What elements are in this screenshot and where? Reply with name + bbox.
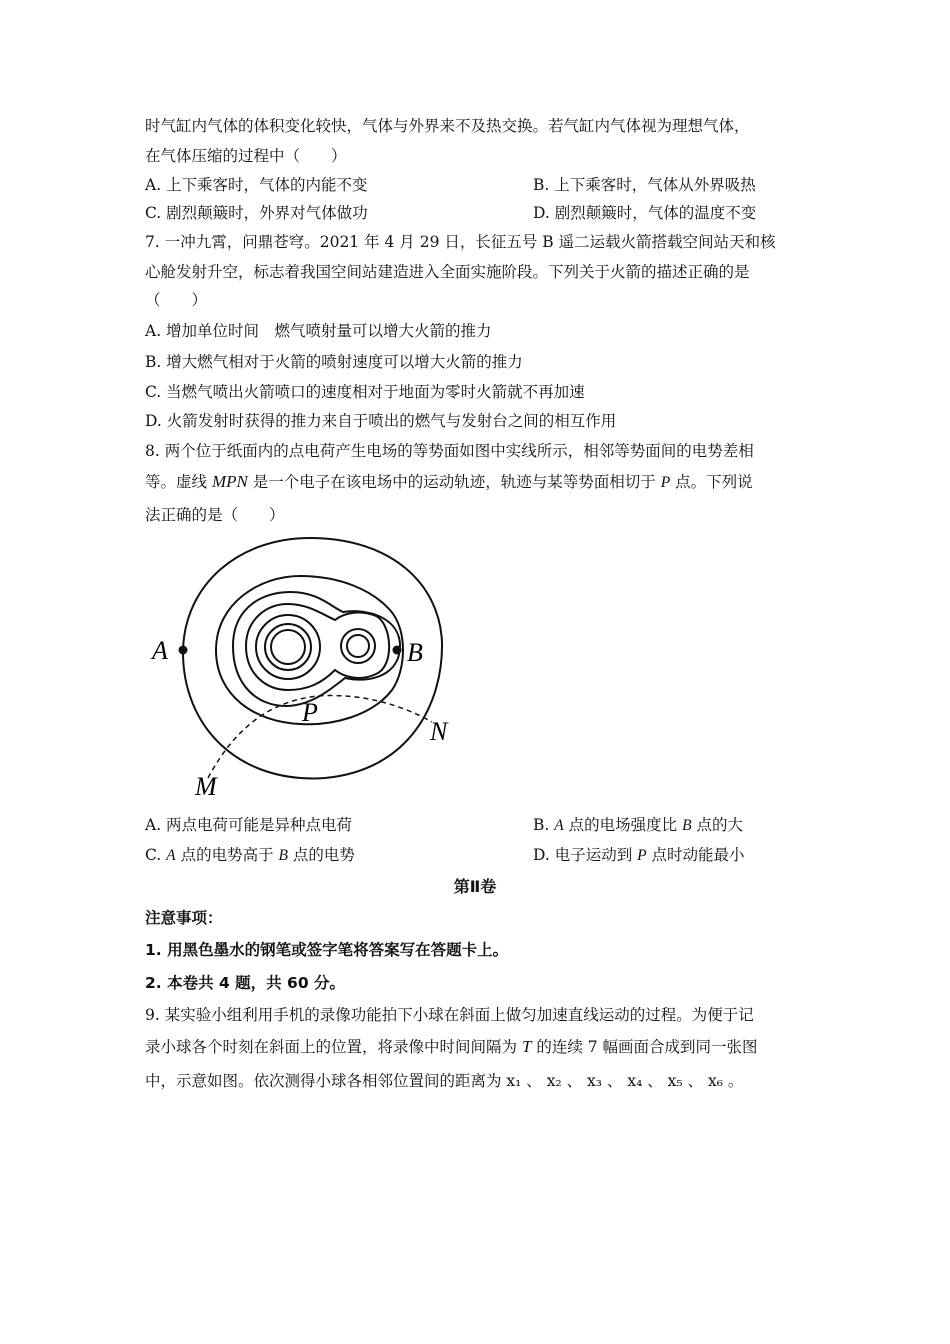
q8-stem-line2 [145, 472, 753, 493]
q6-option-a: A. 上下乘客时，气体的内能不变 [145, 176, 368, 194]
equipotential-ring-1 [246, 604, 389, 690]
q8-option-d-symbol: P [637, 847, 647, 864]
q7-stem-line3: （ ） [145, 291, 208, 309]
label-b: B [407, 638, 423, 667]
q9-stem-text: 的连续 7 幅画面合成到同一张图 [531, 1038, 758, 1056]
q8-option-d-text: 点时动能最小 [646, 846, 745, 864]
q8-option-d [533, 845, 745, 866]
q9-stem-text: 录小球各个时刻在斜面上的位置，将录像中时间间隔为 [145, 1038, 522, 1056]
q8-stem-line3: 法正确的是（ ） [145, 506, 285, 524]
label-n: N [430, 717, 448, 746]
part2-rule-2: 2. 本卷共 4 题，共 60 分。 [145, 974, 346, 992]
q7-option-b: B. 增大燃气相对于火箭的喷射速度可以增大火箭的推力 [145, 353, 523, 371]
q8-option-c-symbol: B [278, 847, 288, 864]
q9-symbol-t: T [521, 1037, 532, 1056]
q8-stem-text: 等。虚线 [145, 473, 212, 491]
q8-stem-text: 是一个电子在该电场中的运动轨迹，轨迹与某等势面相切于 [247, 473, 661, 491]
q9-stem-line1: 9. 某实验小组利用手机的录像功能拍下小球在斜面上做匀加速直线运动的过程。为便于记 [145, 1006, 754, 1024]
q8-option-b-symbol: B [682, 817, 692, 834]
q7-option-c: C. 当燃气喷出火箭喷口的速度相对于地面为零时火箭就不再加速 [145, 383, 585, 401]
label-m: M [195, 772, 217, 801]
equipotential-figure [140, 528, 480, 808]
q8-option-c-symbol: A [166, 847, 176, 864]
q8-symbol-p: P [660, 474, 671, 491]
part2-rule-1: 1. 用黑色墨水的钢笔或签字笔将答案写在答题卡上。 [145, 941, 509, 959]
label-p: P [302, 698, 318, 727]
q8-option-b-text: B. [533, 816, 555, 834]
q6-option-d: D. 剧烈颠簸时，气体的温度不变 [533, 204, 757, 222]
q7-stem-line2: 心舱发射升空，标志着我国空间站建造进入全面实施阶段。下列关于火箭的描述正确的是 [145, 263, 750, 281]
q8-option-b-text: 点的大 [691, 816, 743, 834]
q8-stem-line1: 8. 两个位于纸面内的点电荷产生电场的等势面如图中实线所示，相邻等势面间的电势差相 [145, 442, 754, 460]
electron-trajectory-mpn [208, 696, 432, 778]
point-a-dot [179, 646, 188, 655]
q6-option-c: C. 剧烈颠簸时，外界对气体做功 [145, 204, 368, 222]
q8-option-c-text: C. [145, 846, 167, 864]
charge-right-inner-circle [347, 635, 369, 657]
label-a: A [152, 636, 168, 665]
q8-option-c-text: 点的电势 [287, 846, 355, 864]
part2-notice-heading: 注意事项： [145, 909, 223, 927]
q8-option-b [533, 815, 743, 836]
q6-option-b: B. 上下乘客时，气体从外界吸热 [533, 176, 756, 194]
q7-option-a: A. 增加单位时间 燃气喷射量可以增大火箭的推力 [145, 322, 492, 340]
q6-continuation-line1: 时气缸内气体的体积变化较快，气体与外界来不及热交换。若气缸内气体视为理想气体， [145, 117, 750, 135]
q6-continuation-line2: 在气体压缩的过程中（ ） [145, 147, 347, 165]
q8-option-b-symbol: A [554, 817, 564, 834]
q8-stem-text: 点。下列说 [670, 473, 753, 491]
q8-option-d-text: D. 电子运动到 [533, 846, 638, 864]
point-b-dot [393, 646, 402, 655]
q8-option-a: A. 两点电荷可能是异种点电荷 [145, 816, 353, 834]
q9-stem-line3: 中，示意如图。依次测得小球各相邻位置间的距离为 x₁ 、 x₂ 、 x₃ 、 x₄ 、 x₅ 、 x₆ 。 [145, 1072, 744, 1090]
q8-symbol-mpn: MPN [211, 472, 248, 491]
q9-stem-line2 [145, 1037, 758, 1057]
q7-option-d: D. 火箭发射时获得的推力来自于喷出的燃气与发射台之间的相互作用 [145, 412, 617, 430]
q7-stem-line1: 7. 一冲九霄，问鼎苍穹。2021 年 4 月 29 日，长征五号 B 遥二运载火箭搭载空间站天和核 [145, 233, 776, 251]
q8-option-c-text: 点的电势高于 [175, 846, 279, 864]
q8-option-c [145, 845, 355, 866]
charge-left-inner-circle [271, 630, 305, 664]
part2-title: 第Ⅱ卷 [453, 877, 497, 896]
q8-option-b-text: 点的电场强度比 [563, 816, 683, 834]
